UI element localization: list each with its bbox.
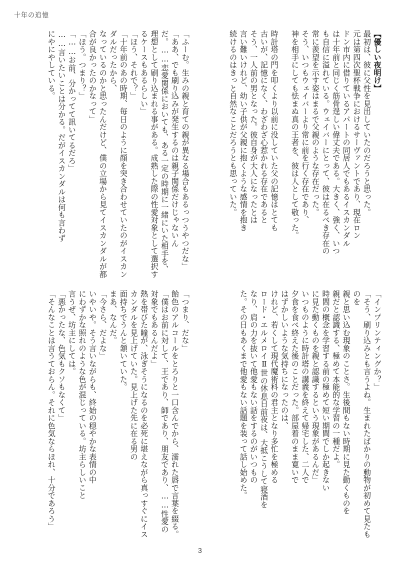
text-line: けれど、若くして現代魔術科の君主となり多忙を極める	[270, 290, 280, 484]
text-line	[279, 30, 289, 280]
text-line: 神を相手にしても怯まぬ真の王者を、彼は人として敬った。	[290, 30, 300, 240]
text-block-bottom-left	[18, 290, 190, 540]
text-line: 「今さら、だよな」	[98, 290, 108, 360]
text-line: 時計塔の門を叩くより以前に没していた父の記憶はとても	[270, 30, 280, 232]
text-line: 「僕はお前に対して、王であり、師であり、朋友であり、……性愛の対象でもあるんだよ」	[150, 290, 170, 534]
text-line: 古いが、記憶になく、わざわざ心惹かれる存在であると	[259, 30, 269, 224]
text-line: なっているのかと思ったんだけど、僕の立場から見てイスカンダルが都合が良かったのかなって」	[88, 30, 108, 278]
text-line: 最初は、彼に父性を見出していたのだろうと思った。	[362, 30, 372, 216]
text-line: 言い難いけれど、幼い子供が父親に抱くような感情を抱き	[239, 30, 249, 232]
text-line: ……言いたいことは分かる。だがイスカンダルは何も言わず	[57, 30, 67, 243]
text-line: 時間の概念を学習する前の極めて短い期間でしか起きない	[321, 290, 331, 492]
text-line: 飴色のアルコールをとろりと一口含んでから、濡れた唇で言葉を綴る。	[170, 290, 180, 538]
text-line: 「ああ、でも刷り込みが発生するのは親子関係だけじゃないんだ。……恋愛関係においても、ある一定の時期に一緒にいた相手を、	[160, 30, 180, 274]
text-line: 「そう、刷り込みとも言うよね。生まれたばかりの動物が初めて見たものを	[352, 290, 372, 538]
text-line: 「ふーむ。生みの親と育ての親が異なる場合もあるっつうやつだな」	[181, 30, 190, 271]
text-line: 「ほう。つまり？」	[78, 30, 88, 100]
text-line: 常に羨望を示す姿はまるで父親のような存在だった。	[311, 30, 321, 216]
text-line: 「つまり、だな」	[181, 290, 190, 352]
text-line: 親だと認識する、極めて本能的な学習の一種だよ。	[331, 290, 341, 469]
text-line: まあ、なんだ。	[108, 290, 118, 345]
running-header: 十年の追憶	[14, 11, 49, 19]
text-block-top-right	[210, 30, 382, 280]
text-line: はずかしいような気持ちになったのは、	[280, 290, 290, 430]
text-line: 「……お前、分かってて訊いてるだろ」	[67, 30, 77, 173]
text-line: 続けるのはきっと自然なことだろうとも思っていた。	[228, 30, 238, 216]
text-line: なり、肩の力を抜いて他愛もない話をするのがいつもの	[249, 290, 259, 484]
text-line: いやいや。そう言いながらも、終始の穏やかな表情の中	[88, 290, 98, 484]
text-line: ロード・エルメロイⅡ世の休息日前夜は、大抵こうして寝酒を	[259, 290, 269, 509]
text-line: 言うぜ、坊主にしては。	[67, 290, 77, 376]
text-line: は十年前と同じく筋骨逞しい偉丈夫である。大きく、強く、いつ	[331, 30, 341, 255]
section-heading: 【優しい夜明け】	[373, 30, 382, 92]
text-line: 夕食を食べ終えた後のことだった。部屋着のまま寛いで	[290, 290, 300, 484]
text-line: 「そんなことは言うておらん。それに色気ならほれ、十分であろう」	[47, 290, 57, 531]
text-block-bottom-right	[210, 290, 382, 540]
text-line: 「ほう、それで？」	[129, 30, 139, 100]
text-line: 親と思い込む現象のことさ。生後間もない時期に見た動くものを	[342, 290, 352, 515]
text-line: 元は第四次聖杯戦争におけるサーヴァントであり、現在ロン	[352, 30, 362, 240]
text-line: にわずかな照れのような色が混じっている。坊主らしいこと	[78, 290, 88, 500]
text-block-top-left	[18, 30, 190, 280]
text-line: 理想として刷り込まれる事がある。成熟した際の性愛対象として選択するケースもあるらしい」	[139, 30, 160, 278]
page-number: 3	[198, 548, 202, 555]
text-line: も自信に溢れている。ウェイバーにとって、彼は在るべき存在の	[321, 30, 331, 255]
text-line: 面持ちでうんと頷いていた。	[119, 290, 129, 391]
text-line: た。その日もあくまで他愛もない話題を装って話し始めた。	[239, 290, 249, 500]
text-line: ドン市内に借りているアパートの同居人でもあるイスカンダル	[342, 30, 352, 247]
text-line: 熱を帯びた瞳が、泳ぎそうになるのを必死に堪えながら真っすぐにイスカンダルを見上げていた。見上げた先に在る男の	[129, 290, 149, 538]
text-line: そう、一人前の男となった。彼自身が大人になったとは	[249, 30, 259, 224]
text-line: 「十年前のあの時期、毎日のように顔を突き合わせていたのがイスカンダルだったから、	[108, 30, 129, 278]
text-line: に見た動くものを親と認識するという現象があるんだ」	[311, 290, 321, 484]
text-line: いつものように時計塔の講義を終えて帰宅した、二人で	[300, 290, 310, 484]
text-line: にやにやしている。	[47, 30, 57, 100]
text-line: そう、いつもウェイバーより常に前を行く存在であり、	[300, 30, 310, 224]
text-line: 「インプリンティングか？」	[373, 290, 382, 391]
text-line: 「悪かったな、色気もクソもなくて」	[57, 290, 67, 422]
